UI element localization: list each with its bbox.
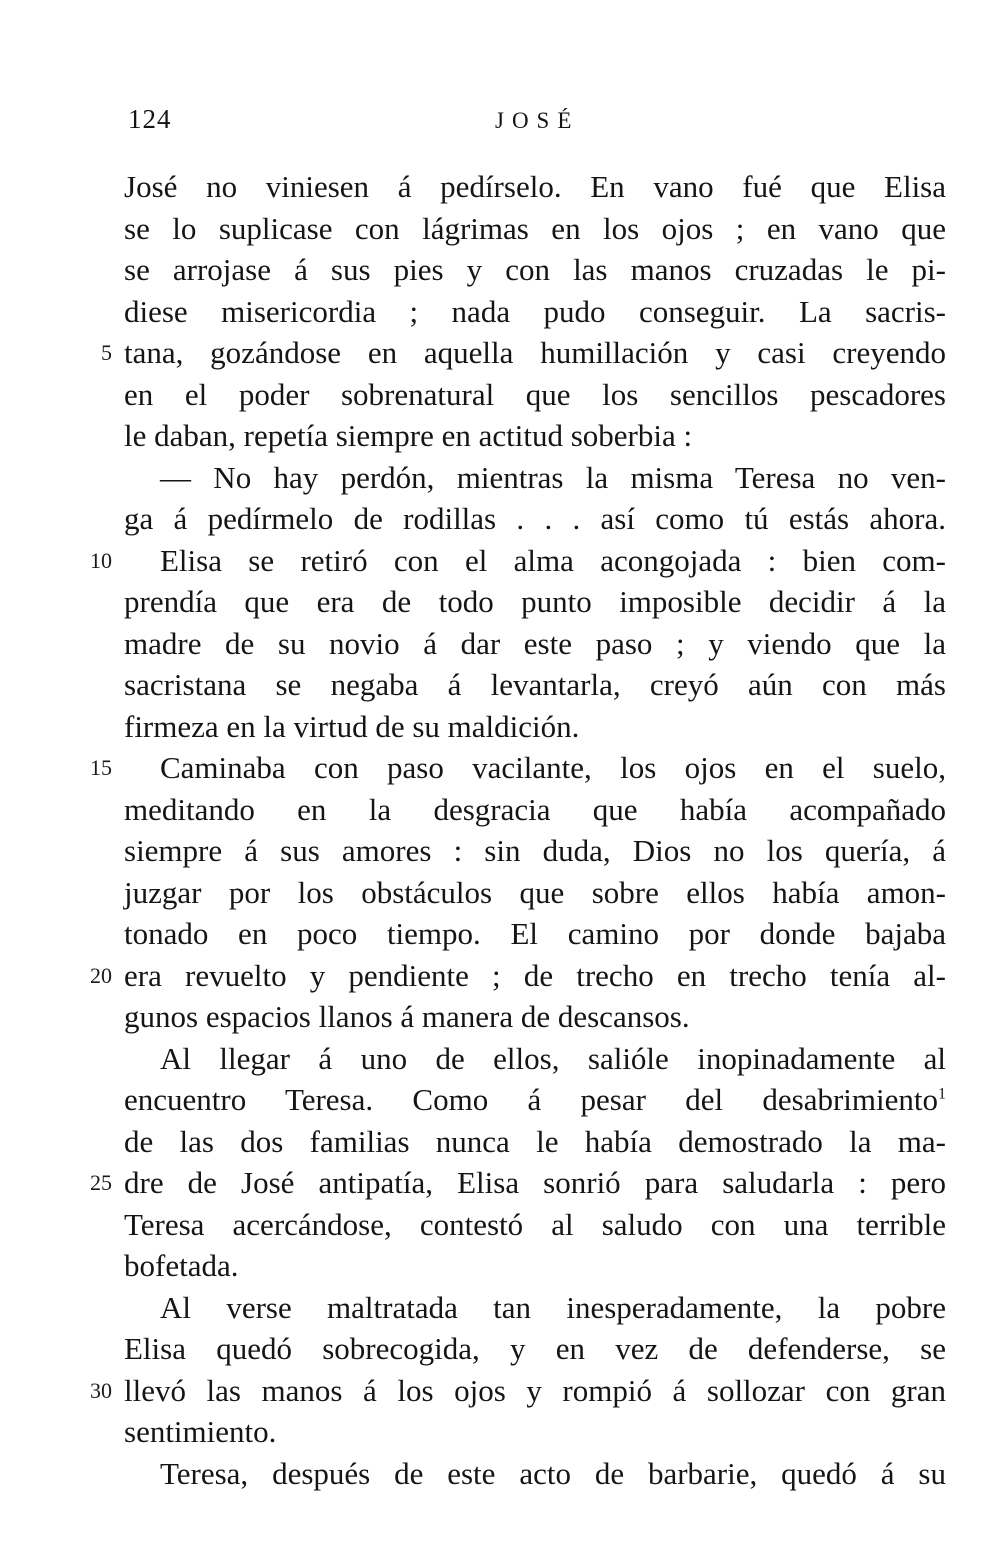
text-line: — No hay perdón, mientras la misma Teresa no ven- bbox=[160, 459, 946, 495]
text-line: juzgar por los obstáculos que sobre ellos había amon- bbox=[124, 874, 946, 910]
footnote-marker: 1 bbox=[938, 1085, 946, 1103]
line-number: 5 bbox=[101, 340, 112, 365]
text-line: le daban, repetía siempre en actitud soberbia : bbox=[124, 418, 693, 453]
text-line: era revuelto y pendiente ; de trecho en trecho tenía al- bbox=[124, 957, 946, 993]
text-line-content: encuentro Teresa. Como á pesar del desabrimiento bbox=[124, 1082, 938, 1117]
text-line: firmeza en la virtud de su maldición. bbox=[124, 708, 580, 744]
text-line: bofetada. bbox=[124, 1248, 239, 1283]
text-line: ga á pedírmelo de rodillas . . . así como tú estás ahora. bbox=[124, 501, 946, 536]
text-line: llevó las manos á los ojos y rompió á sollozar con gran bbox=[124, 1372, 946, 1408]
line-number: 10 bbox=[90, 547, 112, 573]
text-line: Elisa quedó sobrecogida, y en vez de defenderse, se bbox=[124, 1331, 946, 1366]
text-line: se lo suplicase con lágrimas en los ojos ; en vano que bbox=[124, 210, 946, 246]
running-head: JOSÉ bbox=[495, 108, 580, 133]
text-line: Caminaba con paso vacilante, los ojos en el suelo, bbox=[160, 750, 946, 785]
text-line: diese misericordia ; nada pudo conseguir. La sacris- bbox=[124, 293, 946, 329]
text-line: sacristana se negaba á levantarla, creyó aún con más bbox=[124, 667, 946, 702]
text-line: José no viniesen á pedírselo. En vano fué que Elisa bbox=[124, 169, 946, 204]
text-line: Teresa acercándose, contestó al saludo con una terrible bbox=[124, 1206, 946, 1242]
page-number: 124 bbox=[128, 104, 172, 134]
text-line: gunos espacios llanos á manera de descansos. bbox=[124, 999, 690, 1034]
text-line: Teresa, después de este acto de barbarie, quedó á su bbox=[160, 1455, 946, 1491]
line-number: 15 bbox=[90, 755, 112, 780]
text-line: tonado en poco tiempo. El camino por donde bajaba bbox=[124, 916, 946, 951]
page-header bbox=[0, 104, 1000, 144]
text-line: en el poder sobrenatural que los sencillos pescadores bbox=[124, 376, 946, 412]
text-line: Elisa se retiró con el alma acongojada : bien com- bbox=[160, 542, 946, 578]
text-line: de las dos familias nunca le había demostrado la ma- bbox=[124, 1123, 946, 1159]
text-line: meditando en la desgracia que había acompañado bbox=[124, 791, 946, 827]
text-line: siempre á sus amores : sin duda, Dios no los quería, á bbox=[124, 833, 946, 868]
line-number: 30 bbox=[90, 1377, 112, 1403]
text-line bbox=[124, 1079, 946, 1121]
text-line: Al llegar á uno de ellos, salióle inopinadamente al bbox=[160, 1040, 946, 1076]
text-line: se arrojase á sus pies y con las manos cruzadas le pi- bbox=[124, 252, 946, 287]
text-line: tana, gozándose en aquella humillación y casi creyendo bbox=[124, 335, 946, 370]
line-number: 25 bbox=[90, 1170, 112, 1195]
text-line: madre de su novio á dar este paso ; y viendo que la bbox=[124, 625, 946, 661]
line-number: 20 bbox=[90, 962, 112, 988]
text-line: prendía que era de todo punto imposible decidir á la bbox=[124, 584, 946, 619]
text-line: dre de José antipatía, Elisa sonrió para saludarla : pero bbox=[124, 1165, 946, 1200]
text-line: sentimiento. bbox=[124, 1414, 277, 1449]
text-line: Al verse maltratada tan inesperadamente, la pobre bbox=[160, 1289, 946, 1325]
